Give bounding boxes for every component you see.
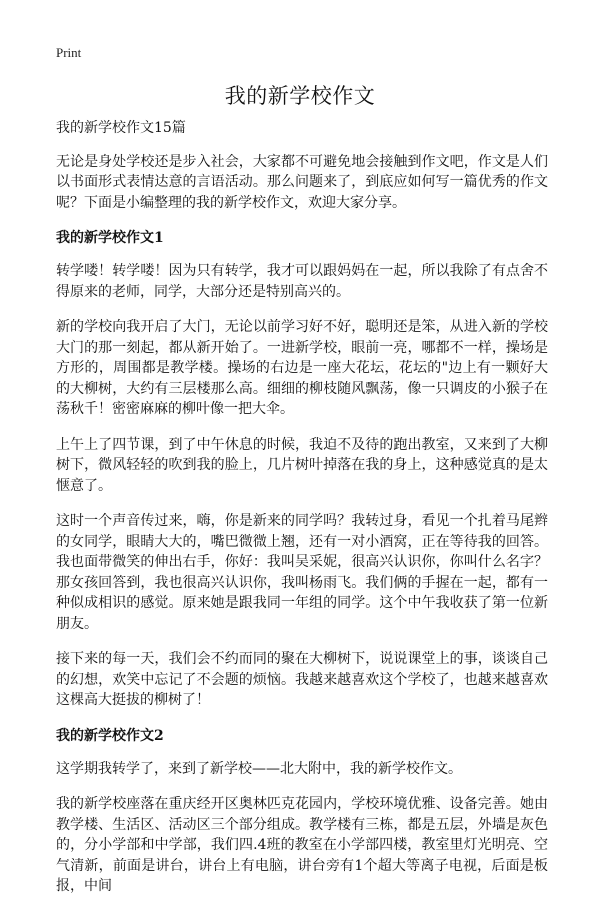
intro-paragraph: 无论是身处学校还是步入社会，大家都不可避免地会接触到作文吧，作文是人们以书面形式表情达意的言语活动。那么问题来了，到底应如何写一篇优秀的作文呢？下面是小编整理的我的新学校作文，欢迎大家分享。 [56, 153, 548, 211]
document-body [56, 118, 548, 912]
paragraph: 新的学校向我开启了大门，无论以前学习好不好，聪明还是笨，从进入新的学校大门的那一刻起，都从新开始了。一进新学校，眼前一亮，哪都不一样，操场是方形的，周围都是教学楼。操场的右边是一座大花坛，花坛的"边上有一颗好大的大柳树，大约有三层楼那么高。细细的柳枝随风飘荡，像一只调皮的小猴子在荡秋千！密密麻麻的柳叶像一把大伞。 [56, 319, 548, 417]
section-heading: 我的新学校作文1 [56, 230, 164, 246]
paragraph: 接下来的每一天，我们会不约而同的聚在大柳树下，说说课堂上的事，谈谈自己的幻想，欢笑中忘记了不会题的烦恼。我越来越喜欢这个学校了，也越来越喜欢这棵高大挺拔的柳树了！ [56, 651, 548, 708]
paragraph: 这学期我转学了，来到了新学校——北大附中，我的新学校作文。 [56, 760, 462, 777]
paragraph: 这时一个声音传过来，嗨，你是新来的同学吗？我转过身，看见一个扎着马尾辫的女同学，眼睛大大的，嘴巴微微上翘，还有一对小酒窝，正在等待我的回答。我也面带微笑的伸出右手，你好：我叫吴采妮，很高兴认识你，你叫什么名字？那女孩回答到，我也很高兴认识你，我叫杨雨飞。我们俩的手握在一起，都有一种似成相识的感觉。原来她是跟我同一年组的同学。这个中午我收获了第一位新朋友。 [56, 513, 548, 632]
paragraph: 我的新学校座落在重庆经开区奥林匹克花园内，学校环境优雅、设备完善。她由教学楼、生活区、活动区三个部分组成。教学楼有三栋，都是五层，外墙是灰色的，分小学部和中学部，我们四.4班的教室在小学部四楼，教室里灯光明亮、空气清新，前面是讲台，讲台上有电脑，讲台旁有1个超大等离子电视，后面是板报，中间 [56, 796, 548, 894]
print-link[interactable]: Print [56, 45, 82, 60]
section-heading: 我的新学校作文2 [56, 727, 164, 744]
document-subtitle: 我的新学校作文15篇 [56, 120, 186, 136]
paragraph: 上午上了四节课，到了中午休息的时候，我迫不及待的跑出教室，又来到了大柳树下，微风轻轻的吹到我的脸上，几片树叶掉落在我的身上，这种感觉真的是太惬意了。 [56, 436, 548, 494]
document-title: 我的新学校作文 [224, 84, 376, 108]
paragraph: 转学喽！转学喽！因为只有转学，我才可以跟妈妈在一起，所以我除了有点舍不得原来的老师，同学，大部分还是特别高兴的。 [56, 263, 548, 300]
